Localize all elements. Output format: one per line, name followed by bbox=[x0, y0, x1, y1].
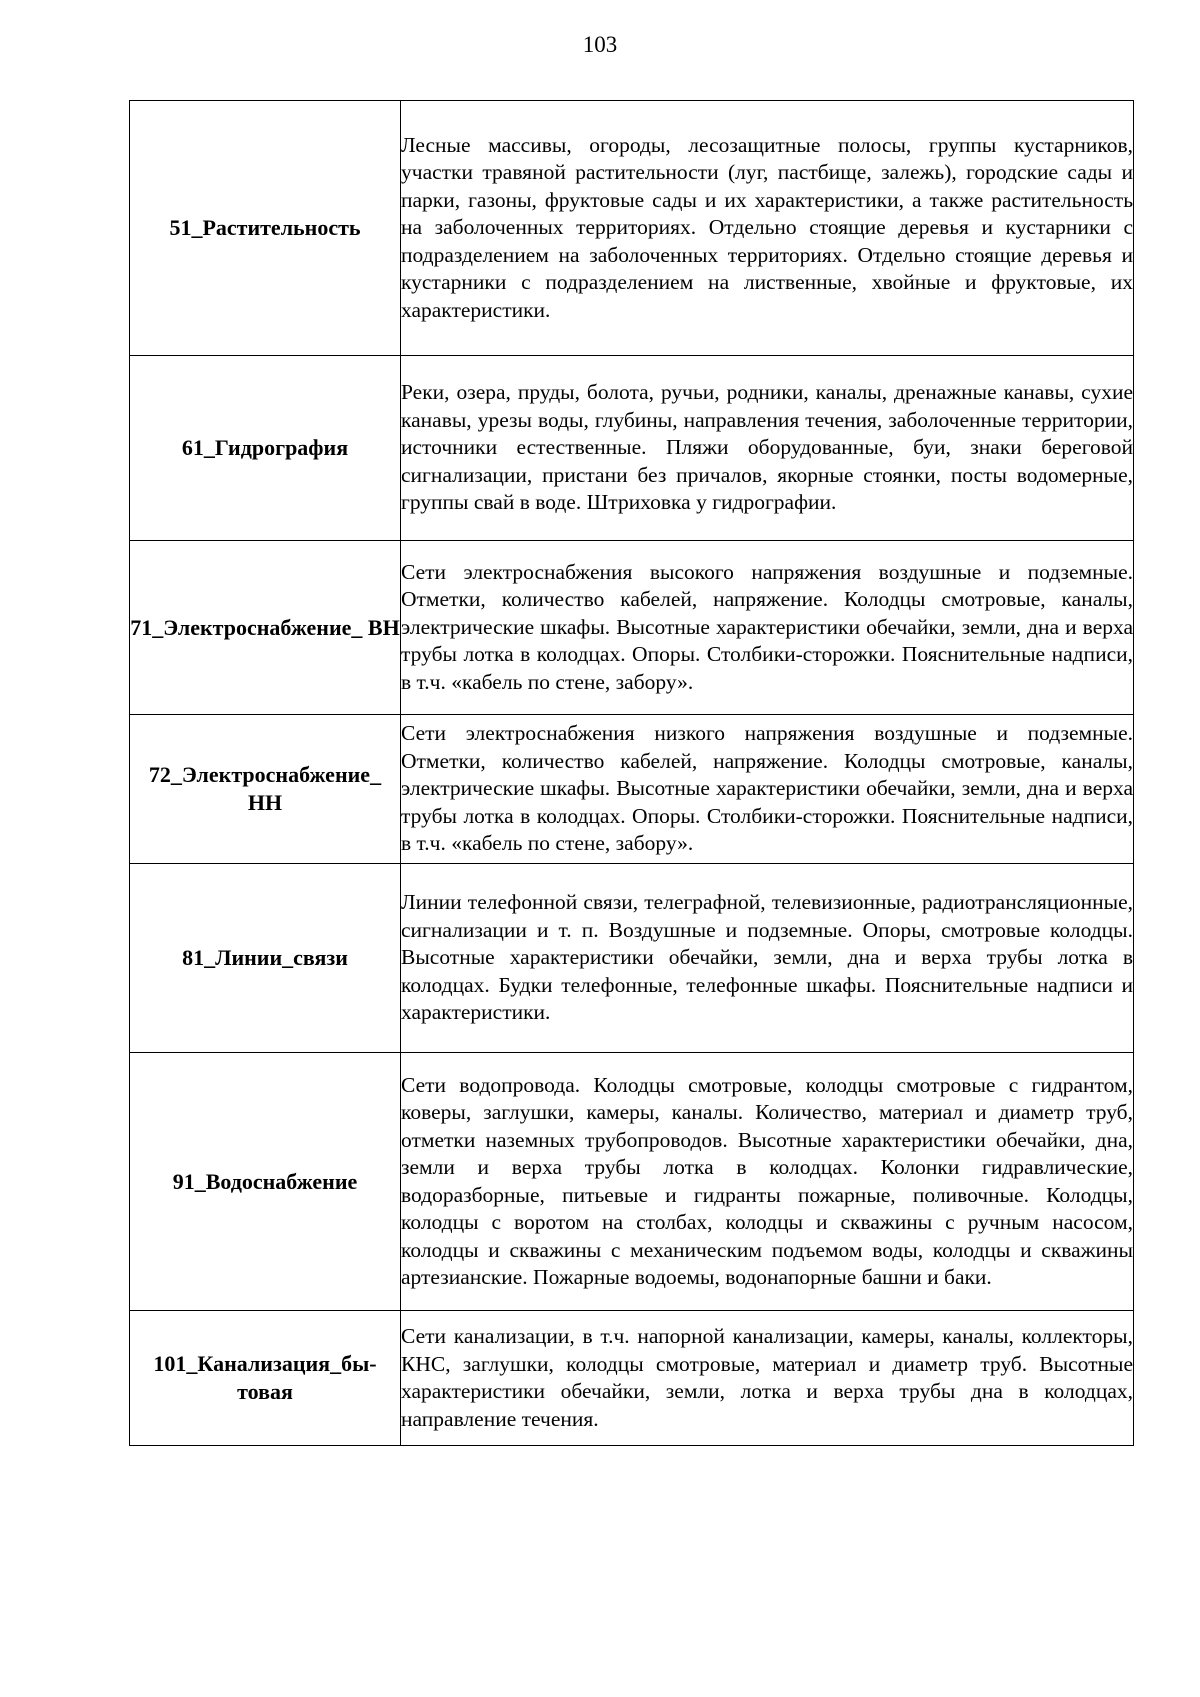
layer-description: Сети электроснабжения низкого напряжения воздушные и подземные. Отметки, количество кабелей, напряжение. Колодцы смотровые, каналы, электрические шкафы. Высотные характеристики обечайки, земли, дна и верха трубы лотка в колодцах. Опоры. Столбики-сторожки. Пояснительные надписи, в т.ч. «кабель по стене, забору». bbox=[401, 721, 1133, 856]
layers-table bbox=[129, 100, 1134, 1446]
layer-name-cell: 101_Канализация_бы- товая bbox=[130, 1311, 401, 1446]
layer-description-cell bbox=[401, 101, 1134, 356]
layer-description: Лесные массивы, огороды, лесозащитные полосы, группы кустарников, участки травяной растительности (луг, пастбище, залежь), городские сады и парки, газоны, фруктовые сады и их характеристики, а также растительность на заболоченных территориях. Отдельно стоящие деревья и кустарники с подразделением на заболоченных территориях. Отдельно стоящие деревья и кустарники с подразделением на лиственные, хвойные и фруктовые, их характеристики. bbox=[401, 132, 1133, 322]
layer-name-cell: 72_Электроснабжение_ НН bbox=[130, 715, 401, 864]
layer-description: Сети электроснабжения высокого напряжения воздушные и подземные. Отметки, количество кабелей, напряжение. Колодцы смотровые, каналы, электрические шкафы. Высотные характеристики обечайки, земли, дна и верха трубы лотка в колодцах. Опоры. Столбики-сторожки. Пояснительные надписи, в т.ч. «кабель по стене, забору». bbox=[401, 559, 1133, 694]
table-row bbox=[130, 101, 1134, 356]
layer-description-cell bbox=[401, 715, 1134, 864]
layer-description-cell bbox=[401, 1053, 1134, 1311]
table-row bbox=[130, 715, 1134, 864]
layer-description-cell bbox=[401, 1311, 1134, 1446]
table-row bbox=[130, 356, 1134, 541]
layer-description: Реки, озера, пруды, болота, ручьи, родники, каналы, дренажные канавы, сухие канавы, урезы воды, глубины, направления течения, заболоченные территории, источники естественные. Пляжи оборудованные, буи, знаки береговой сигнализации, пристани без причалов, якорные стоянки, посты водомерные, группы свай в воде. Штриховка у гидрографии. bbox=[401, 380, 1133, 515]
table-row bbox=[130, 1311, 1134, 1446]
layer-description-cell bbox=[401, 864, 1134, 1053]
layer-name-cell: 91_Водоснабжение bbox=[130, 1053, 401, 1311]
table-row bbox=[130, 541, 1134, 715]
page-number: 103 bbox=[582, 32, 618, 57]
layer-name-cell: 61_Гидрография bbox=[130, 356, 401, 541]
layer-description-cell bbox=[401, 541, 1134, 715]
layer-description: Линии телефонной связи, телеграфной, телевизионные, радиотрансляционные, сигнализации и т. п. Воздушные и подземные. Опоры, смотровые колодцы. Высотные характеристики обечайки, земли, дна и верха трубы лотка в колодцах. Будки телефонные, телефонные шкафы. Пояснительные надписи и характеристики. bbox=[401, 890, 1133, 1025]
layer-description-cell bbox=[401, 356, 1134, 541]
table-row bbox=[130, 1053, 1134, 1311]
layer-description: Сети водопровода. Колодцы смотровые, колодцы смотровые с гидрантом, коверы, заглушки, камеры, каналы. Количество, материал и диаметр труб, отметки наземных трубопроводов. Высотные характеристики обечайки, дна, земли и верха трубы лотка в колодцах. Колонки гидравлические, водоразборные, питьевые и гидранты пожарные, поливочные. Колодцы, колодцы с воротом на столбах, колодцы и скважины с ручным насосом, колодцы и скважины с механическим подъемом воды, колодцы и скважины артезианские. Пожарные водоемы, водонапорные башни и баки. bbox=[401, 1072, 1133, 1289]
layer-name-cell: 71_Электроснабжение_ ВН bbox=[130, 541, 401, 715]
layer-name-cell: 81_Линии_связи bbox=[130, 864, 401, 1053]
table-row bbox=[130, 864, 1134, 1053]
layer-name-cell: 51_Растительность bbox=[130, 101, 401, 356]
layer-description: Сети канализации, в т.ч. напорной канализации, камеры, каналы, коллекторы, КНС, заглушки, колодцы смотровые, материал и диаметр труб. Высотные характеристики обечайки, земли, лотка и верха трубы дна в колодцах, направление течения. bbox=[401, 1324, 1133, 1431]
